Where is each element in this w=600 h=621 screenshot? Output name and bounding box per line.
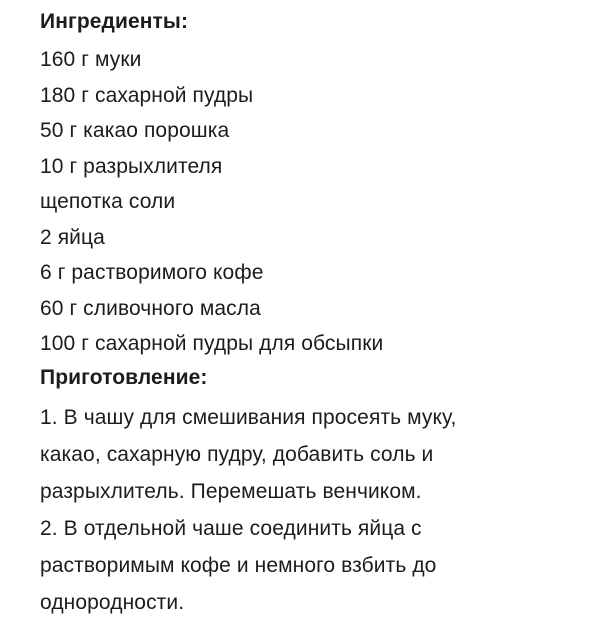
preparation-step-1 — [40, 399, 580, 510]
preparation-steps — [40, 399, 580, 621]
ingredient-item: 10 г разрыхлителя — [40, 154, 223, 178]
step-line: растворимым кофе и немного взбить до — [40, 554, 437, 577]
ingredient-item: 60 г сливочного масла — [40, 296, 261, 320]
ingredient-item: 160 г муки — [40, 48, 142, 71]
ingredient-item: 180 г сахарной пудры — [40, 83, 254, 107]
step-line: 2. В отдельной чаше соединить яйца с — [40, 517, 422, 540]
ingredient-item: 100 г сахарной пудры для обсыпки — [40, 332, 384, 355]
ingredient-item: 50 г какао порошка — [40, 119, 230, 142]
step-line: 1. В чашу для смешивания просеять муку, — [40, 406, 457, 429]
ingredients-list — [40, 46, 383, 366]
step-line: разрыхлитель. Перемешать венчиком. — [40, 480, 422, 503]
step-line: какао, сахарную пудру, добавить соль и — [40, 443, 434, 466]
step-line: однородности. — [40, 591, 185, 614]
preparation-heading: Приготовление: — [40, 366, 208, 389]
ingredients-heading: Ингредиенты: — [40, 10, 189, 33]
ingredient-item: 2 яйца — [40, 225, 105, 249]
preparation-step-2 — [40, 510, 580, 621]
ingredient-item: щепотка соли — [40, 190, 176, 213]
ingredient-item: 6 г растворимого кофе — [40, 261, 264, 284]
